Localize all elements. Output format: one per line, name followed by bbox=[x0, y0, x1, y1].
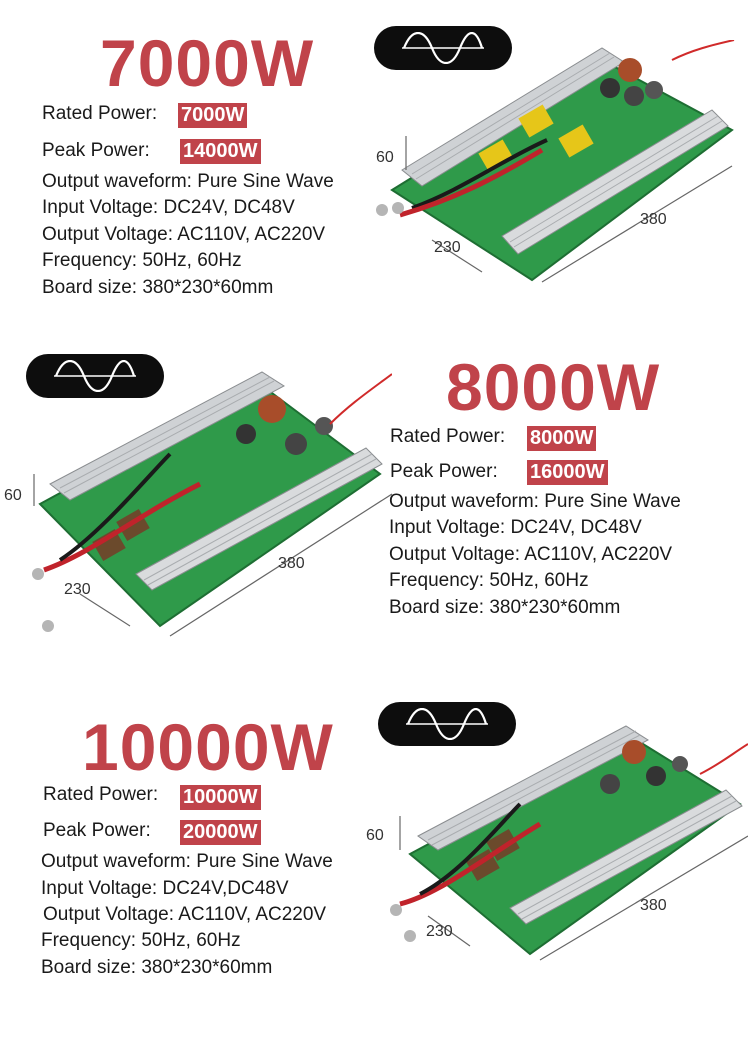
rated-power-value: 10000W bbox=[180, 785, 261, 810]
rated-power-label: Rated Power: bbox=[43, 784, 159, 805]
dimension-width: 230 bbox=[426, 923, 453, 940]
board-size-spec: Board size: 380*230*60mm bbox=[389, 597, 621, 618]
dimension-length: 380 bbox=[278, 555, 305, 572]
product-title: 8000W bbox=[446, 350, 661, 424]
output-voltage-spec: Output Voltage: AC110V, AC220V bbox=[389, 544, 673, 565]
frequency-spec: Frequency: 50Hz, 60Hz bbox=[389, 570, 589, 591]
dimension-width: 230 bbox=[434, 239, 461, 256]
peak-power-label: Peak Power: bbox=[390, 461, 498, 482]
product-title: 10000W bbox=[82, 710, 334, 784]
product-title: 7000W bbox=[100, 26, 315, 100]
inverter-board-image bbox=[360, 724, 748, 964]
frequency-spec: Frequency: 50Hz, 60Hz bbox=[41, 930, 241, 951]
peak-power-value: 16000W bbox=[527, 460, 608, 485]
input-voltage-spec: Input Voltage: DC24V,DC48V bbox=[41, 878, 289, 899]
product-section-8000w bbox=[0, 340, 750, 660]
peak-power-value: 14000W bbox=[180, 139, 261, 164]
dimension-height: 60 bbox=[4, 487, 22, 504]
waveform-spec: Output waveform: Pure Sine Wave bbox=[41, 851, 333, 872]
rated-power-label: Rated Power: bbox=[390, 426, 506, 447]
dimension-height: 60 bbox=[366, 827, 384, 844]
rated-power-value: 8000W bbox=[527, 426, 596, 451]
dimension-length: 380 bbox=[640, 211, 667, 228]
dimension-width: 230 bbox=[64, 581, 91, 598]
peak-power-value: 20000W bbox=[180, 820, 261, 845]
rated-power-value: 7000W bbox=[178, 103, 247, 128]
waveform-spec: Output waveform: Pure Sine Wave bbox=[389, 491, 681, 512]
frequency-spec: Frequency: 50Hz, 60Hz bbox=[42, 250, 242, 271]
product-section-10000w bbox=[0, 690, 750, 1054]
inverter-board-image bbox=[372, 40, 744, 290]
board-size-spec: Board size: 380*230*60mm bbox=[41, 957, 273, 978]
waveform-spec: Output waveform: Pure Sine Wave bbox=[42, 171, 334, 192]
output-voltage-spec: Output Voltage: AC110V, AC220V bbox=[42, 224, 326, 245]
board-size-spec: Board size: 380*230*60mm bbox=[42, 277, 274, 298]
input-voltage-spec: Input Voltage: DC24V, DC48V bbox=[389, 517, 642, 538]
dimension-height: 60 bbox=[376, 149, 394, 166]
rated-power-label: Rated Power: bbox=[42, 103, 158, 124]
output-voltage-spec: Output Voltage: AC110V, AC220V bbox=[43, 904, 327, 925]
dimension-length: 380 bbox=[640, 897, 667, 914]
input-voltage-spec: Input Voltage: DC24V, DC48V bbox=[42, 197, 295, 218]
peak-power-label: Peak Power: bbox=[42, 140, 150, 161]
inverter-board-image bbox=[0, 364, 392, 644]
product-section-7000w bbox=[0, 0, 750, 330]
peak-power-label: Peak Power: bbox=[43, 820, 151, 841]
